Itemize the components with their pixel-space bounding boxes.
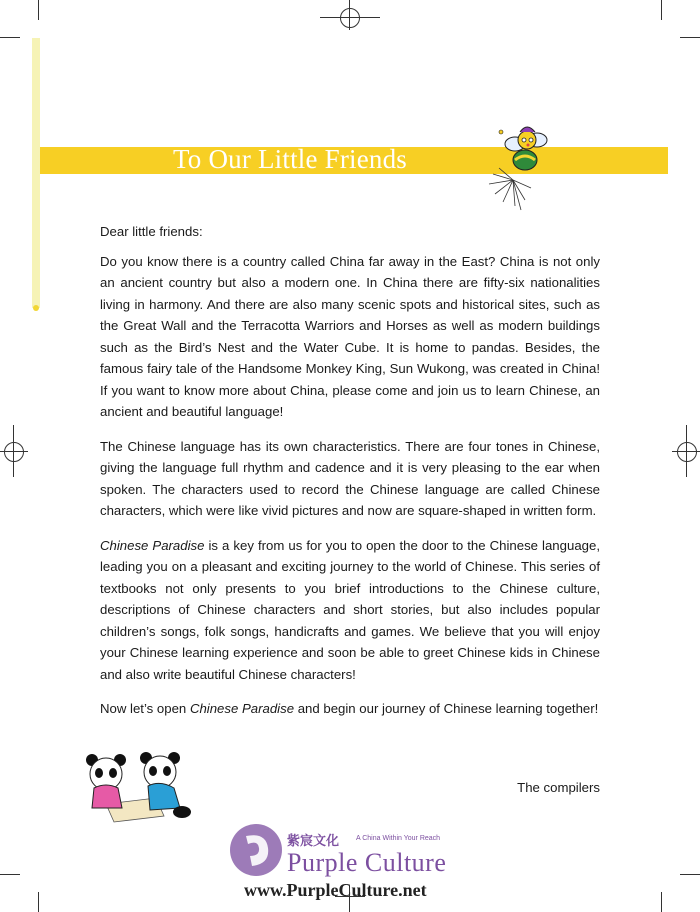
- signoff: The compilers: [517, 780, 600, 795]
- paragraph-invitation-before: Now let’s open: [100, 701, 190, 716]
- paragraph-series: [100, 535, 600, 686]
- page-title: To Our Little Friends: [172, 144, 408, 174]
- crop-mark: [680, 37, 700, 38]
- purple-culture-logo-icon: [228, 822, 284, 878]
- margin-bar: [32, 38, 40, 308]
- paragraph-series-text: is a key from us for you to open the door to the Chinese language, leading you on a pleasant and exciting journey to the world of Chinese. This series of textbooks not only presents to you brief introductions to the Chinese culture, descriptions of Chinese characters and short stories, but also includes popular children’s songs, folk songs, handicrafts and games. We believe that you will enjoy your Chinese learning experience and soon be able to greet Chinese kids in Chinese and also write beautiful Chinese characters!: [100, 537, 600, 682]
- crop-mark: [0, 37, 20, 38]
- paragraph-invitation-after: and begin our journey of Chinese learning together!: [294, 701, 599, 716]
- crop-mark: [661, 0, 662, 20]
- brand-tagline: A China Within Your Reach: [356, 835, 441, 842]
- crop-mark: [38, 0, 39, 20]
- brand-url[interactable]: www.PurpleCulture.net: [244, 880, 427, 900]
- letter-body: [100, 221, 600, 733]
- crop-mark: [38, 892, 39, 912]
- book-title: Chinese Paradise: [189, 701, 295, 716]
- book-title: Chinese Paradise: [100, 537, 205, 553]
- crop-mark: [0, 874, 20, 875]
- crop-mark: [680, 874, 700, 875]
- bee-illustration-icon: [485, 118, 555, 214]
- brand-name: Purple Culture: [287, 848, 447, 877]
- greeting: Dear little friends:: [100, 224, 203, 239]
- paragraph-china: Do you know there is a country called China far away in the East? China is not only an ancient country but also a modern one. In China there are fifty-six nationalities living in harmony. And there are also many scenic spots and historical sites, such as the Great Wall and the Terracotta Warriors and Horses as well as modern buildings such as the Bird’s Nest and the Water Cube. It is home to pandas. Besides, the famous fairy tale of the Handsome Monkey King, Sun Wukong, was created in China! If you want to know more about China, please come and join us to learn Chinese, an ancient and beautiful language!: [100, 253, 600, 419]
- brand-chinese-name: 紫宸文化: [287, 834, 340, 849]
- paragraph-language: The Chinese language has its own characteristics. There are four tones in Chinese, giving the language full rhythm and cadence and it is very pleasing to the ear when spoken. The characters used to record the Chinese language are called Chinese characters, which were like vivid pictures and now are square-shaped in written form.: [100, 438, 600, 518]
- pandas-illustration-icon: [82, 752, 197, 824]
- crop-mark: [661, 892, 662, 912]
- paragraph-invitation: [100, 698, 600, 720]
- margin-dot: [33, 305, 39, 311]
